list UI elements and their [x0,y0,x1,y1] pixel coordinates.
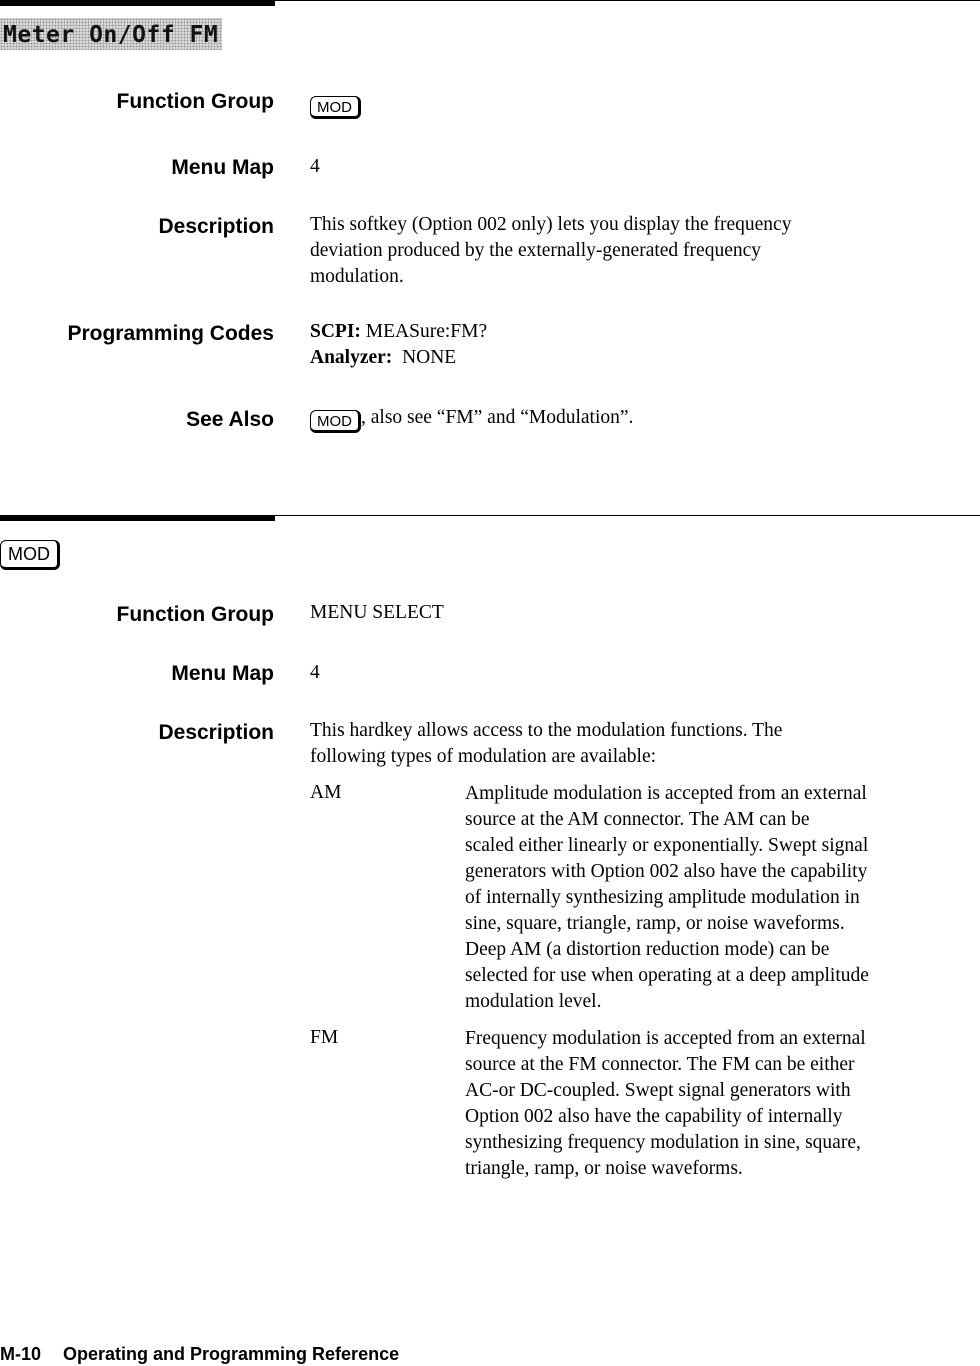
description-label: Description [158,721,274,744]
section-rule-thin [275,0,980,1]
menu-map-value: 4 [310,662,320,683]
section-rule-thick [0,515,275,521]
mod-key-icon: MOD [310,96,361,119]
scpi-label: SCPI: [310,321,361,342]
menu-map-label: Menu Map [171,662,274,685]
menu-map-label: Menu Map [171,156,274,179]
softkey-title: Meter On/Off FM [0,18,222,50]
programming-codes-text [310,319,487,371]
analyzer-label: Analyzer: [310,347,393,368]
section-rule-thick [0,0,275,6]
function-group-label: Function Group [116,603,274,626]
scpi-value: MEASure:FM? [365,321,488,342]
programming-codes-label: Programming Codes [67,322,274,345]
see-also-text: MOD , also see “FM” and “Modulation”. [310,405,633,433]
page-number: M-10 [0,1344,42,1364]
section-rule-thin [275,515,980,516]
description-text: This softkey (Option 002 only) lets you display the frequency deviation produced by the externally-generated frequency modulation. [310,214,792,287]
analyzer-value: NONE [402,347,457,368]
page-footer [0,1344,399,1365]
modulation-term-fm: FM [310,1027,339,1048]
see-also-label: See Also [186,408,274,431]
mod-key-icon: MOD [0,540,60,570]
menu-map-value: 4 [310,156,320,177]
modulation-definition-fm: Frequency modulation is accepted from an external source at the FM connector. The FM can be either AC-or DC-coupled. Swept signal generators with Option 002 also have the capability of internally synthesizing frequency modulation in sine, square, triangle, ramp, or noise waveforms. [465,1028,866,1179]
modulation-term-am: AM [310,782,342,803]
mod-key-icon: MOD [310,410,361,433]
function-group-value [310,91,361,119]
function-group-value: MENU SELECT [310,602,444,623]
function-group-label: Function Group [116,90,274,113]
description-text: This hardkey allows access to the modulation functions. The following types of modulation are available: [310,720,783,767]
description-label: Description [158,215,274,238]
hardkey-title [0,540,60,570]
modulation-definition-am: Amplitude modulation is accepted from an external source at the AM connector. The AM can be scaled either linearly or exponentially. Swept signal generators with Option 002 also have the capability of internally synthesizing amplitude modulation in sine, square, triangle, ramp, or noise waveforms. Deep AM (a distortion reduction mode) can be selected for use when operating at a deep amplitude modulation level. [465,783,869,1012]
manual-title: Operating and Programming Reference [63,1344,400,1364]
